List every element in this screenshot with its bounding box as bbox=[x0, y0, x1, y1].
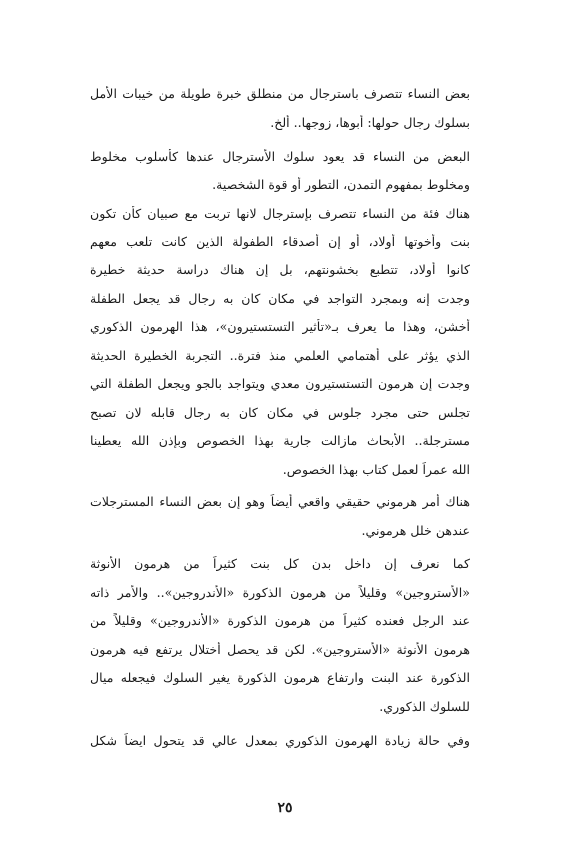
text-line: للسلوك الذكوري. bbox=[379, 699, 470, 714]
text-line: عند الرجل فعنده كثيراً من هرمون الذكورة «الأندروجين» وقليلاً من bbox=[90, 613, 470, 628]
text-line: بنت وأخوتها أولاد، أو إن أصدقاء الطفولة الذين كانت تلعب معهم bbox=[90, 234, 470, 249]
text-line: تجلس حتى مجرد جلوس في مكان كان به رجال قابله لان تصبح bbox=[90, 405, 470, 420]
text-line: الله عمراً لعمل كتاب بهذا الخصوص. bbox=[282, 462, 470, 477]
text-line: وجدت إن هرمون التستستيرون معدي ويتواجد بالجو ويجعل الطفلة التي bbox=[90, 376, 470, 391]
text-line: وفي حالة زيادة الهرمون الذكوري بمعدل عالي قد يتحول ايضاً شكل bbox=[90, 733, 470, 748]
text-line: هرمون الأنوثة «الأستروجين». لكن قد يحصل أختلال يرتفع فيه هرمون bbox=[90, 642, 470, 657]
text-line: أخشن، وهذا ما يعرف بـ«تأثير التستستيرون»، هذا الهرمون الذكوري bbox=[90, 319, 470, 334]
text-line: كما نعرف إن داخل بدن كل بنت كثيراً من هرمون الأنوثة bbox=[90, 556, 470, 571]
text-line: عندهن خلل هرموني. bbox=[361, 523, 470, 538]
text-line: هناك أمر هرموني حقيقي واقعي أيضاً وهو إن بعض النساء المسترجلات bbox=[90, 494, 470, 509]
text-line: كانوا أولاد، تتطبع بخشونتهم، بل إن هناك دراسة حديثة خطيرة bbox=[90, 262, 470, 277]
text-line: بعض النساء تتصرف باسترجال من منطلق خبرة طويلة من خيبات الأمل bbox=[90, 86, 470, 101]
text-line: هناك فئة من النساء تتصرف بإسترجال لانها تربت مع صبيان كأن تكون bbox=[90, 206, 470, 221]
text-line: الذكورة عند البنت وارتفاع هرمون الذكورة يغير السلوك فيجعله ميال bbox=[90, 670, 470, 685]
text-line: بسلوك رجال حولها: أبوها، زوجها.. ألخ. bbox=[270, 115, 470, 130]
text-line: الذي يؤثر على أهتمامي العلمي منذ فترة.. التجربة الخطيرة الحديثة bbox=[90, 348, 470, 363]
text-line: ومخلوط بمفهوم التمدن، التطور أو قوة الشخصية. bbox=[212, 177, 470, 192]
text-line: وجدت إنه وبمجرد التواجد في مكان كان به رجال قد يجعل الطفلة bbox=[90, 291, 470, 306]
text-line: البعض من النساء قد يعود سلوك الأسترجال عندها كأسلوب مخلوط bbox=[90, 149, 470, 164]
text-line: «الأستروجين» وقليلاً من هرمون الذكورة «الأندروجين».. والأمر ذاته bbox=[90, 585, 470, 600]
text-line: مسترجلة.. الأبحاث مازالت جارية بهذا الخصوص وبإذن الله يعطينا bbox=[90, 433, 470, 448]
page-number: ٢٥ bbox=[277, 800, 293, 816]
